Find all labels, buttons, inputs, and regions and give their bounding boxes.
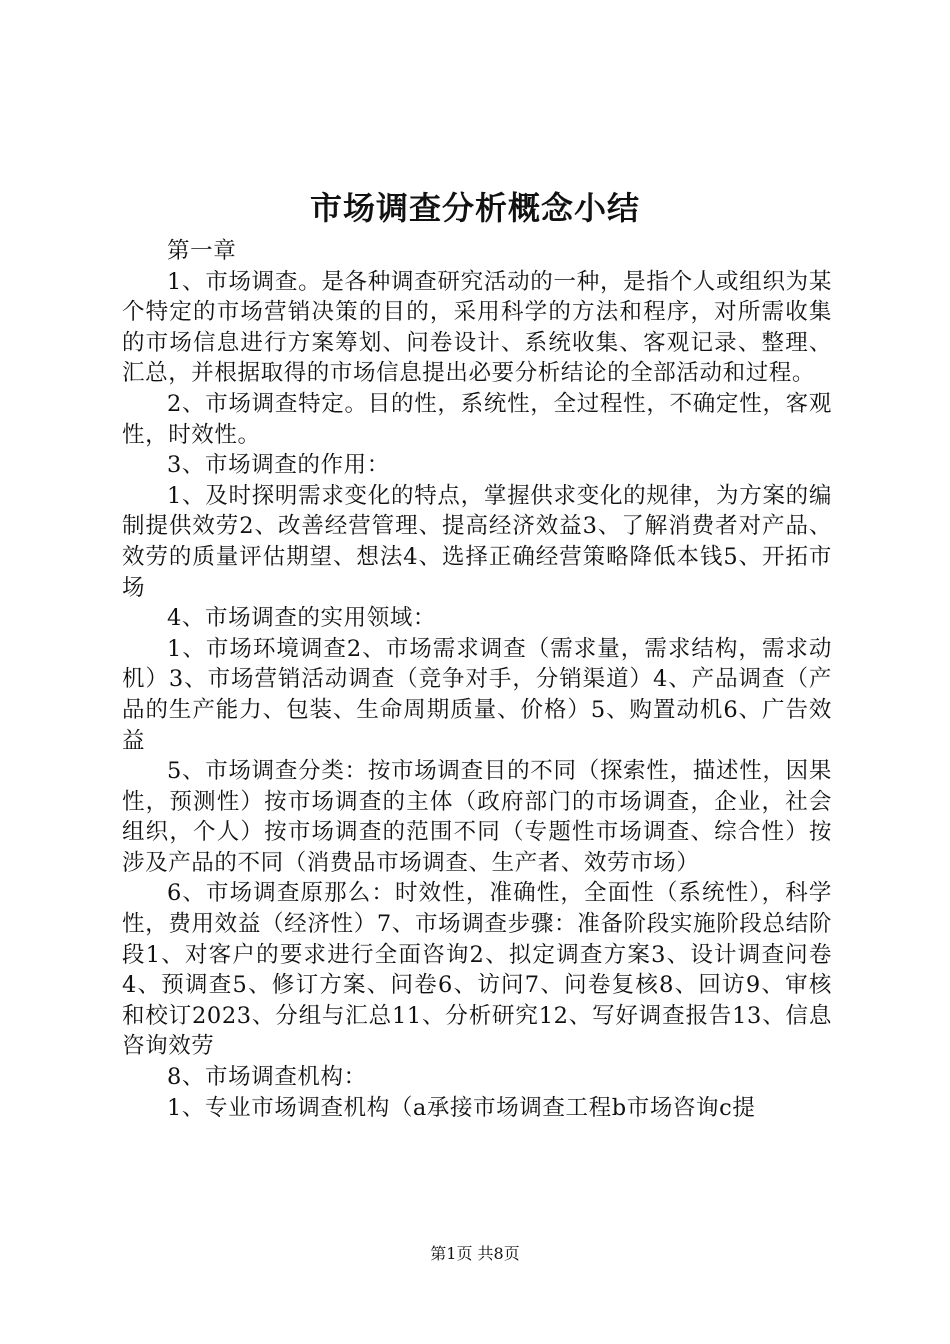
paragraph-role-heading: 3、市场调查的作用： bbox=[167, 452, 390, 479]
paragraph-fields-heading: 4、市场调查的实用领域： bbox=[167, 605, 437, 632]
paragraph-institutions-heading: 8、市场调查机构： bbox=[167, 1064, 367, 1091]
page-number-footer: 第1页 共8页 bbox=[430, 1244, 520, 1263]
paragraph-chapter: 第一章 bbox=[167, 238, 237, 264]
paragraph-characteristics: 2、市场调查特定。目的性，系统性，全过程性，不确定性，客观性，时效性。 bbox=[122, 390, 832, 448]
document-body bbox=[122, 236, 832, 1123]
paragraph-classification: 5、市场调查分类：按市场调查目的不同（探索性，描述性，因果性，预测性）按市场调查的主体（政府部门的市场调查，企业，社会组织，个人）按市场调查的范围不同（专题性市场调查、综合性）按涉及产品的不同（消费品市场调查、生产者、效劳市场） bbox=[122, 758, 832, 876]
document-title: 市场调查分析概念小结 bbox=[309, 189, 640, 227]
paragraph-principles-steps: 6、市场调查原那么：时效性，准确性，全面性（系统性），科学性，费用效益（经济性）7、市场调查步骤：准备阶段实施阶段总结阶段1、对客户的要求进行全面咨询2、拟定调查方案3、设计调查问卷4、预调查5、修订方案、问卷6、访问7、问卷复核8、回访9、审核和校订2023、分组与汇总11、分析研究12、写好调查报告13、信息咨询效劳 bbox=[122, 880, 832, 1060]
paragraph-fields-list: 1、市场环境调查2、市场需求调查（需求量，需求结构，需求动机）3、市场营销活动调查（竞争对手，分销渠道）4、产品调查（产品的生产能力、包装、生命周期质量、价格）5、购置动机6、广告效益 bbox=[122, 635, 832, 754]
paragraph-role-list: 1、及时探明需求变化的特点，掌握供求变化的规律，为方案的编制提供效劳2、改善经营管理、提高经济效益3、了解消费者对产品、效劳的质量评估期望、想法4、选择正确经营策略降低本钱5、开拓市场 bbox=[122, 482, 832, 601]
paragraph-institutions-list: 1、专业市场调查机构（a承接市场调查工程b市场咨询c提 bbox=[167, 1094, 756, 1121]
paragraph-definition: 1、市场调查。是各种调查研究活动的一种，是指个人或组织为某个特定的市场营销决策的目的，采用科学的方法和程序，对所需收集的市场信息进行方案筹划、问卷设计、系统收集、客观记录、整理、汇总，并根据取得的市场信息提出必要分析结论的全部活动和过程。 bbox=[122, 268, 832, 387]
